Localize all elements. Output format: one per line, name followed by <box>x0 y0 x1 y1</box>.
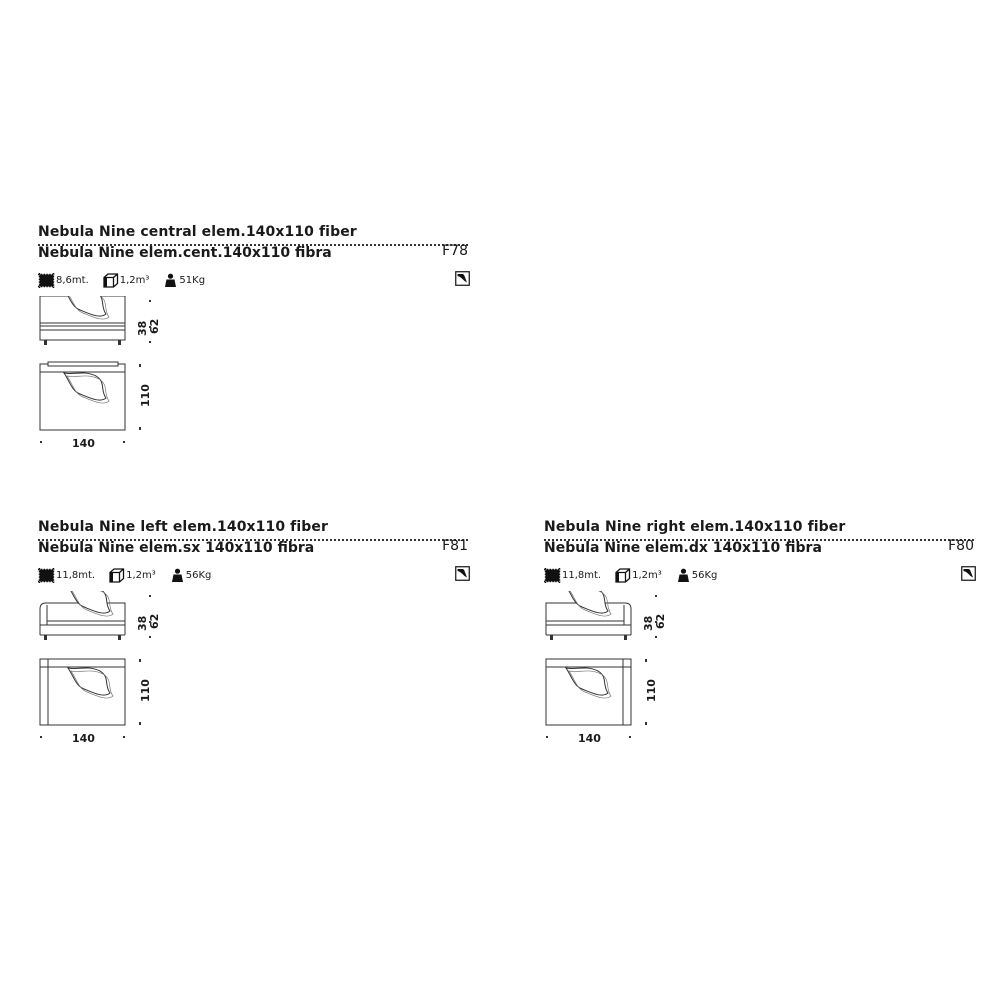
product-specs <box>38 567 225 583</box>
technical-drawing <box>544 591 694 771</box>
product-title-en: Nebula Nine left elem.140x110 fiber <box>38 519 328 535</box>
top-view <box>546 659 646 737</box>
dim-width: 140 <box>72 437 95 450</box>
fabric-icon <box>38 568 55 583</box>
fabric-value: 8,6mt. <box>56 274 89 286</box>
weight-spec <box>163 273 205 288</box>
weight-value: 56Kg <box>185 569 212 581</box>
volume-cube-icon <box>103 273 119 288</box>
product-code: F80 <box>948 538 974 554</box>
product-central <box>38 224 470 474</box>
dim-width: 140 <box>578 732 601 745</box>
front-view <box>40 591 150 640</box>
dim-height: 62 <box>654 613 667 629</box>
dim-seat-height: 38 <box>136 320 149 336</box>
product-title-it: Nebula Nine elem.cent.140x110 fibra <box>38 245 332 261</box>
removable-cover-icon <box>961 566 976 585</box>
top-view <box>40 362 140 442</box>
fabric-spec <box>38 568 95 583</box>
product-right <box>544 519 976 769</box>
fabric-icon <box>38 273 55 288</box>
volume-value: 1,2m³ <box>126 569 156 581</box>
removable-cover-icon <box>455 271 470 290</box>
front-view <box>546 591 656 640</box>
fabric-spec <box>38 273 89 288</box>
weight-icon <box>163 273 178 288</box>
dim-seat-height: 38 <box>136 615 149 631</box>
dim-height: 62 <box>148 613 161 629</box>
product-code: F78 <box>442 243 468 259</box>
product-title-it: Nebula Nine elem.sx 140x110 fibra <box>38 540 315 556</box>
volume-cube-icon <box>615 568 631 583</box>
weight-spec <box>676 568 718 583</box>
product-specs <box>38 272 219 288</box>
product-code: F81 <box>442 538 468 554</box>
top-view <box>40 659 140 737</box>
dim-depth: 110 <box>139 679 152 702</box>
dim-seat-height: 38 <box>642 615 655 631</box>
dim-width: 140 <box>72 732 95 745</box>
product-title-en: Nebula Nine central elem.140x110 fiber <box>38 224 357 240</box>
weight-value: 51Kg <box>179 274 206 286</box>
weight-icon <box>676 568 691 583</box>
dim-depth: 110 <box>645 679 658 702</box>
weight-icon <box>170 568 185 583</box>
volume-spec <box>615 568 662 583</box>
volume-spec <box>109 568 156 583</box>
technical-drawing <box>38 296 188 476</box>
technical-drawing <box>38 591 188 771</box>
weight-spec <box>170 568 212 583</box>
product-title-it: Nebula Nine elem.dx 140x110 fibra <box>544 540 822 556</box>
fabric-spec <box>544 568 601 583</box>
volume-value: 1,2m³ <box>119 274 150 286</box>
volume-value: 1,2m³ <box>632 569 662 581</box>
weight-value: 56Kg <box>691 569 718 581</box>
dim-height: 62 <box>148 318 161 334</box>
product-title-en: Nebula Nine right elem.140x110 fiber <box>544 519 846 535</box>
front-view <box>40 296 150 345</box>
fabric-icon <box>544 568 561 583</box>
fabric-value: 11,8mt. <box>562 569 602 581</box>
product-specs <box>544 567 731 583</box>
fabric-value: 11,8mt. <box>56 569 96 581</box>
volume-spec <box>103 273 150 288</box>
product-left <box>38 519 470 769</box>
volume-cube-icon <box>109 568 125 583</box>
dim-depth: 110 <box>139 384 152 407</box>
removable-cover-icon <box>455 566 470 585</box>
